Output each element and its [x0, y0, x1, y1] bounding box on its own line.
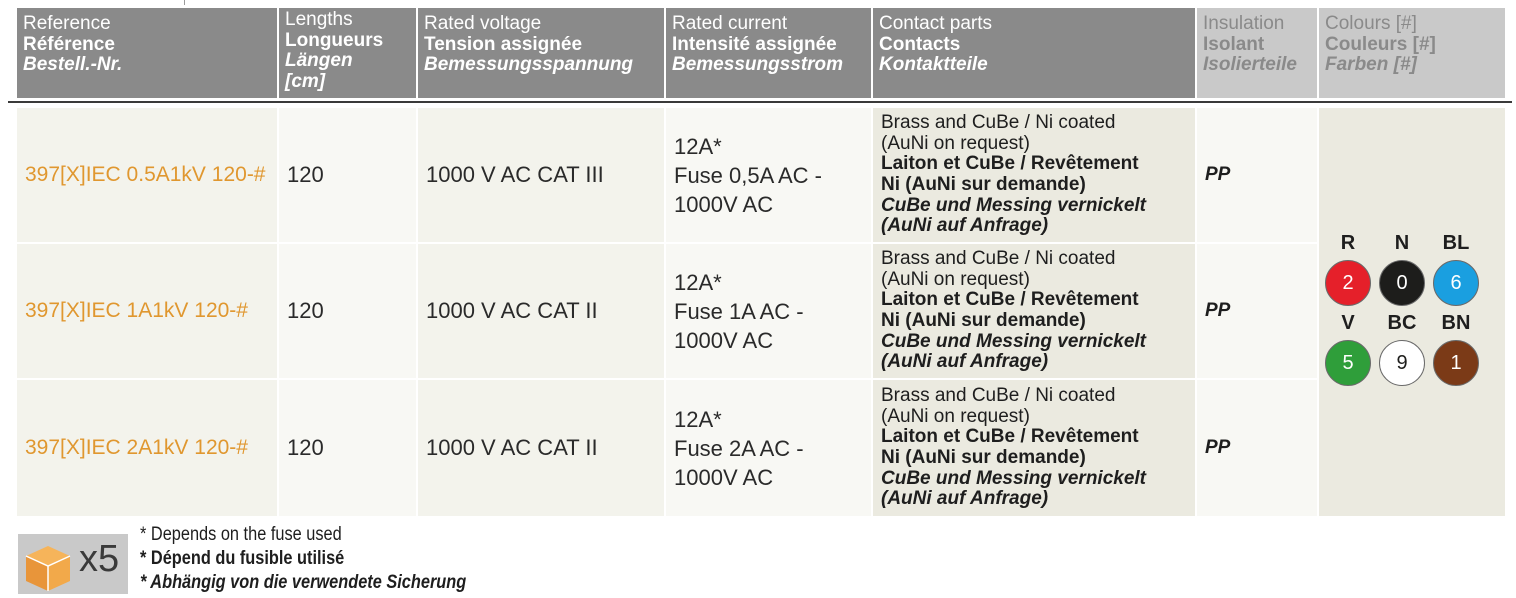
header-voltage — [418, 8, 664, 98]
header-current-fr: Intensité assignée — [672, 33, 837, 55]
row-1-reference: 397[X]IEC 0.5A1kV 120-# — [17, 108, 277, 242]
header-colours — [1319, 8, 1505, 98]
row-2-contact-fr-2: Ni (AuNi sur demande) — [881, 310, 1086, 331]
row-3-contact-en-2: (AuNi on request) — [881, 405, 1030, 427]
header-reference-de: Bestell.-Nr. — [23, 54, 123, 75]
row-2-contact-fr-1: Laiton et CuBe / Revêtement — [881, 289, 1139, 311]
header-voltage-en: Rated voltage — [424, 13, 542, 34]
row-1-contact-en-2: (AuNi on request) — [881, 132, 1030, 154]
row-3-current — [666, 380, 871, 516]
row-3-length: 120 — [279, 380, 416, 516]
colour-label-v: V — [1341, 312, 1355, 334]
row-1-contact-fr-1: Laiton et CuBe / Revêtement — [881, 153, 1139, 175]
row-3-current-fuse-voltage: 1000V AC — [674, 464, 774, 490]
row-3-contact — [873, 380, 1195, 516]
row-3-current-rating: 12A* — [674, 406, 722, 432]
colour-dot-brown: 1 — [1433, 340, 1479, 386]
colour-dot-white: 9 — [1379, 340, 1425, 386]
row-1-current-fuse: Fuse 0,5A AC - — [674, 162, 822, 188]
header-contact — [873, 8, 1195, 98]
row-2-length: 120 — [279, 244, 416, 378]
header-reference-fr: Référence — [23, 33, 115, 55]
header-insulation-en: Insulation — [1203, 13, 1285, 34]
row-3-current-fuse: Fuse 2A AC - — [674, 435, 804, 461]
colour-dot-green: 5 — [1325, 340, 1371, 386]
header-colours-de: Farben [#] — [1325, 54, 1417, 75]
header-colours-en: Colours [#] — [1325, 13, 1417, 34]
colour-label-bl: BL — [1442, 232, 1470, 254]
row-2-contact-en-1: Brass and CuBe / Ni coated — [881, 247, 1116, 269]
header-insulation-fr: Isolant — [1203, 33, 1265, 55]
header-lengths-en: Lengths — [285, 9, 353, 30]
row-3-contact-fr-1: Laiton et CuBe / Revêtement — [881, 426, 1139, 448]
colour-dot-black: 0 — [1379, 260, 1425, 306]
header-insulation-de: Isolierteile — [1203, 54, 1297, 75]
row-2-contact-de-1: CuBe und Messing vernickelt — [881, 330, 1147, 352]
header-voltage-de: Bemessungsspannung — [424, 54, 634, 75]
row-2-reference: 397[X]IEC 1A1kV 120-# — [17, 244, 277, 378]
row-2-voltage: 1000 V AC CAT II — [418, 244, 664, 378]
header-contact-en: Contact parts — [879, 13, 992, 34]
header-reference-en: Reference — [23, 13, 111, 34]
header-contact-de: Kontaktteile — [879, 54, 988, 75]
footnote-de: * Abhängig von die verwendete Sicherung — [140, 572, 467, 593]
colour-label-r: R — [1340, 232, 1356, 254]
row-2-contact-en-2: (AuNi on request) — [881, 268, 1030, 290]
row-3-contact-en-1: Brass and CuBe / Ni coated — [881, 384, 1116, 406]
header-voltage-fr: Tension assignée — [424, 33, 583, 55]
colour-label-n: N — [1394, 232, 1410, 254]
colour-dot-blue: 6 — [1433, 260, 1479, 306]
colour-label-bn: BN — [1441, 312, 1471, 334]
row-2-current — [666, 244, 871, 378]
header-current — [666, 8, 871, 98]
header-contact-fr: Contacts — [879, 33, 961, 55]
row-2-current-rating: 12A* — [674, 269, 722, 295]
package-quantity: x5 — [79, 538, 120, 580]
top-tick — [184, 0, 185, 5]
row-2-insulation: PP — [1197, 244, 1317, 378]
header-insulation — [1197, 8, 1317, 98]
row-2-contact-de-2: (AuNi auf Anfrage) — [881, 351, 1049, 373]
row-1-current — [666, 108, 871, 242]
row-3-reference: 397[X]IEC 2A1kV 120-# — [17, 380, 277, 516]
header-current-en: Rated current — [672, 13, 788, 34]
row-3-contact-de-2: (AuNi auf Anfrage) — [881, 488, 1049, 510]
row-1-contact — [873, 108, 1195, 242]
header-reference — [17, 8, 277, 98]
row-1-current-fuse-voltage: 1000V AC — [674, 191, 774, 217]
row-1-voltage: 1000 V AC CAT III — [418, 108, 664, 242]
row-3-contact-fr-2: Ni (AuNi sur demande) — [881, 447, 1086, 468]
row-1-contact-en-1: Brass and CuBe / Ni coated — [881, 111, 1116, 133]
header-divider — [8, 101, 1512, 103]
row-1-contact-de-1: CuBe und Messing vernickelt — [881, 194, 1147, 216]
row-1-contact-fr-2: Ni (AuNi sur demande) — [881, 174, 1086, 195]
row-2-current-fuse-voltage: 1000V AC — [674, 327, 774, 353]
header-colours-fr: Couleurs [#] — [1325, 33, 1436, 55]
row-3-voltage: 1000 V AC CAT II — [418, 380, 664, 516]
header-lengths-unit: [cm] — [285, 70, 326, 92]
header-lengths-de: Längen — [285, 50, 353, 71]
row-2-current-fuse: Fuse 1A AC - — [674, 298, 804, 324]
header-lengths — [279, 8, 416, 98]
header-current-de: Bemessungsstrom — [672, 54, 844, 75]
box-icon — [20, 536, 80, 596]
footnote-en: * Depends on the fuse used — [140, 524, 342, 545]
row-3-insulation: PP — [1197, 380, 1317, 516]
row-1-contact-de-2: (AuNi auf Anfrage) — [881, 215, 1049, 237]
row-2-contact — [873, 244, 1195, 378]
footnote-fr: * Dépend du fusible utilisé — [140, 548, 345, 569]
colour-label-bc: BC — [1387, 312, 1417, 334]
row-3-contact-de-1: CuBe und Messing vernickelt — [881, 467, 1147, 489]
colours-cell — [1319, 108, 1505, 516]
header-lengths-fr: Longueurs — [285, 29, 384, 51]
colour-dot-red: 2 — [1325, 260, 1371, 306]
row-1-length: 120 — [279, 108, 416, 242]
row-1-current-rating: 12A* — [674, 133, 722, 159]
row-1-insulation: PP — [1197, 108, 1317, 242]
